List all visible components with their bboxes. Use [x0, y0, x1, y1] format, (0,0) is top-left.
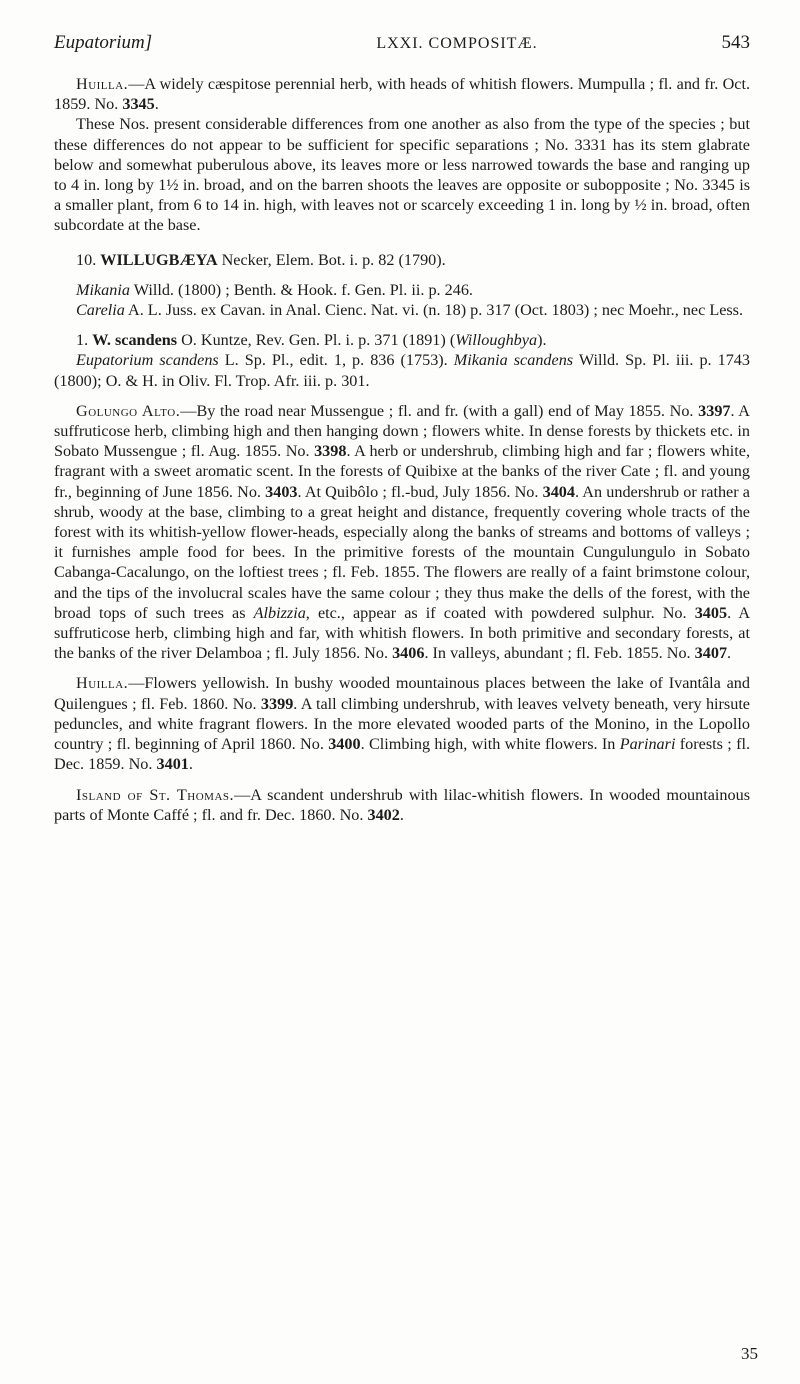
text: ).	[537, 331, 547, 350]
spacer	[54, 391, 750, 401]
text: —Flowers yellowish. In bushy wooded mountainous places between the lake of Ivantâla and Quilengues ; fl. Feb. 1860. No.	[54, 674, 750, 713]
text: .	[154, 95, 159, 114]
signature-mark: 35	[741, 1344, 758, 1363]
text: . In valleys, abundant ; fl. Feb. 1855. No.	[424, 644, 695, 663]
text: . An undershrub or rather a shrub, woody at the base, climbing to a great height and distance, frequently covering whole tracts of the forest with its whitish-yellow flower-heads, especially along the banks of streams and bottoms of valleys ; it furnishes ample food for bees. In the primitive forests of the mountain Cungulungulo in Sobato Cabanga-Cacalungo, on the loftiest trees ; fl. Feb. 1855. The flowers are really of a faint brimstone colour, and the tips of the involucral scales have the same colour ; they thus make the dells of the forest, with the broad tops of such trees as	[54, 482, 750, 622]
spacer	[54, 270, 750, 280]
text: . Climbing high, with white flowers. In	[360, 735, 620, 754]
specimen-number: 3405	[694, 603, 728, 622]
specimen-number: 3399	[260, 694, 294, 713]
synonym-name: Carelia	[76, 301, 125, 320]
locality: Huilla.	[76, 674, 129, 693]
synonym-name: Mikania	[76, 280, 130, 299]
species-synonyms	[54, 350, 750, 390]
text: .	[727, 644, 732, 663]
species-number: 1.	[76, 331, 89, 350]
paragraph-huilla-2	[54, 673, 750, 774]
specimen-number: 3401	[156, 755, 189, 774]
text: . A tall climbing undershrub, with leaves velvety beneath, very hirsute peduncles, and white fragrant flowers. In the more elevated wooded parts of the Monino, in the Lopollo country ; fl. beginning of April 1860. No.	[54, 694, 750, 754]
specimen-number: 3407	[694, 644, 728, 663]
spacer	[54, 236, 750, 250]
genus-heading	[54, 250, 750, 270]
specimen-number: 3345	[122, 95, 155, 114]
locality: Huilla.	[76, 75, 129, 93]
spacer	[54, 775, 750, 785]
specimen-number: 3404	[542, 482, 575, 501]
locality: Golungo Alto.	[76, 401, 181, 420]
species-genus-abbr: W.	[92, 331, 111, 350]
synonym-citation: A. L. Juss. ex Cavan. in Anal. Cienc. Nat. vi. (n. 18) p. 317 (Oct. 1803) ; nec Moehr., nec Less.	[124, 301, 744, 320]
specimen-number: 3406	[392, 644, 425, 663]
species-epithet: scandens	[114, 331, 178, 350]
text: .	[399, 805, 404, 824]
page-number: 543	[721, 32, 750, 53]
species-citation: O. Kuntze, Rev. Gen. Pl. i. p. 371 (1891) (	[177, 331, 456, 350]
synonym-citation: Willd. Sp. Pl. iii. p. 1743 (1800); O. & H. in Oliv. Fl. Trop. Afr. iii. p. 301.	[54, 351, 750, 390]
specimen-number: 3397	[698, 401, 731, 420]
species-alt-name: Willoughbya	[455, 331, 538, 350]
synonym-name: Eupatorium scandens	[76, 351, 219, 370]
text: forests ; fl. Dec. 1859. No.	[54, 735, 751, 774]
paragraph-st-thomas	[54, 785, 750, 825]
synonym-citation: L. Sp. Pl., edit. 1, p. 836 (1753).	[218, 351, 454, 370]
specimen-number: 3403	[265, 482, 298, 501]
text: .	[188, 755, 193, 774]
synonym-mikania	[54, 280, 750, 300]
running-header	[54, 32, 750, 74]
genus-citation: Necker, Elem. Bot. i. p. 82 (1790).	[217, 250, 446, 269]
synonym-name: Mikania scandens	[453, 351, 574, 370]
text: —A widely cæspitose perennial herb, with heads of whitish flowers. Mumpulla ; fl. and fr. Oct. 1859. No.	[54, 75, 750, 114]
text: . A suffruticose herb, climbing high and far, with whitish flowers. In both primitive and secondary forests, at the banks of the river Delamboa ; fl. July 1856. No.	[54, 603, 751, 663]
text: . At Quibôlo ; fl.-bud, July 1856. No.	[297, 482, 543, 501]
text: . A suffruticose herb, climbing high and then hanging down ; flowers white. In dense forests by thickets etc. in Sobato Mussengue ; fl. Aug. 1855. No.	[54, 401, 750, 461]
taxon-name: Parinari	[619, 735, 676, 754]
taxon-name: Albizzia	[253, 603, 306, 622]
synonym-carelia	[54, 300, 750, 320]
text: . A herb or undershrub, climbing high and far ; flowers white, fragrant with a sweet aromatic scent. In the forests of Quibixe at the banks of the river Cate ; fl. and young fr., beginning of June 1856. No.	[54, 442, 750, 501]
species-heading	[54, 330, 750, 350]
spacer	[54, 663, 750, 673]
synonym-citation: Willd. (1800) ; Benth. & Hook. f. Gen. Pl. ii. p. 246.	[129, 280, 473, 299]
header-genus: Eupatorium]	[54, 32, 153, 53]
specimen-number: 3400	[328, 735, 361, 754]
paragraph-golungo-alto	[54, 401, 750, 664]
paragraph-notes: These Nos. present considerable differences from one another as also from the type of the species ; but these differences do not appear to be sufficient for specific separations ; No. 3331 has its stem glabrate below and somewhat puberulous above, its leaves more or less narrowed towards the base and ranging up to 4 in. long by 1½ in. broad, and on the barren shoots the leaves are opposite or subopposite ; No. 3345 is a smaller plant, from 6 to 14 in. high, with leaves not or scarcely exceeding 1 in. long by ½ in. broad, often subcordate at the base.	[54, 115, 750, 235]
text: —By the road near Mussengue ; fl. and fr. (with a gall) end of May 1855. No.	[180, 401, 699, 420]
paragraph-huilla-1	[54, 74, 750, 114]
genus-name: WILLUGBÆYA	[100, 250, 218, 269]
locality: Island of St. Thomas.	[76, 785, 235, 804]
genus-number: 10.	[76, 250, 97, 269]
text: —A scandent undershrub with lilac-whitish flowers. In wooded mountainous parts of Monte Caffé ; fl. and fr. Dec. 1860. No.	[54, 785, 751, 824]
specimen-number: 3402	[367, 805, 400, 824]
header-title: LXXI. COMPOSITÆ.	[376, 35, 538, 52]
text: , etc., appear as if coated with powdered sulphur. No.	[305, 603, 695, 622]
spacer	[54, 320, 750, 330]
specimen-number: 3398	[314, 442, 347, 461]
